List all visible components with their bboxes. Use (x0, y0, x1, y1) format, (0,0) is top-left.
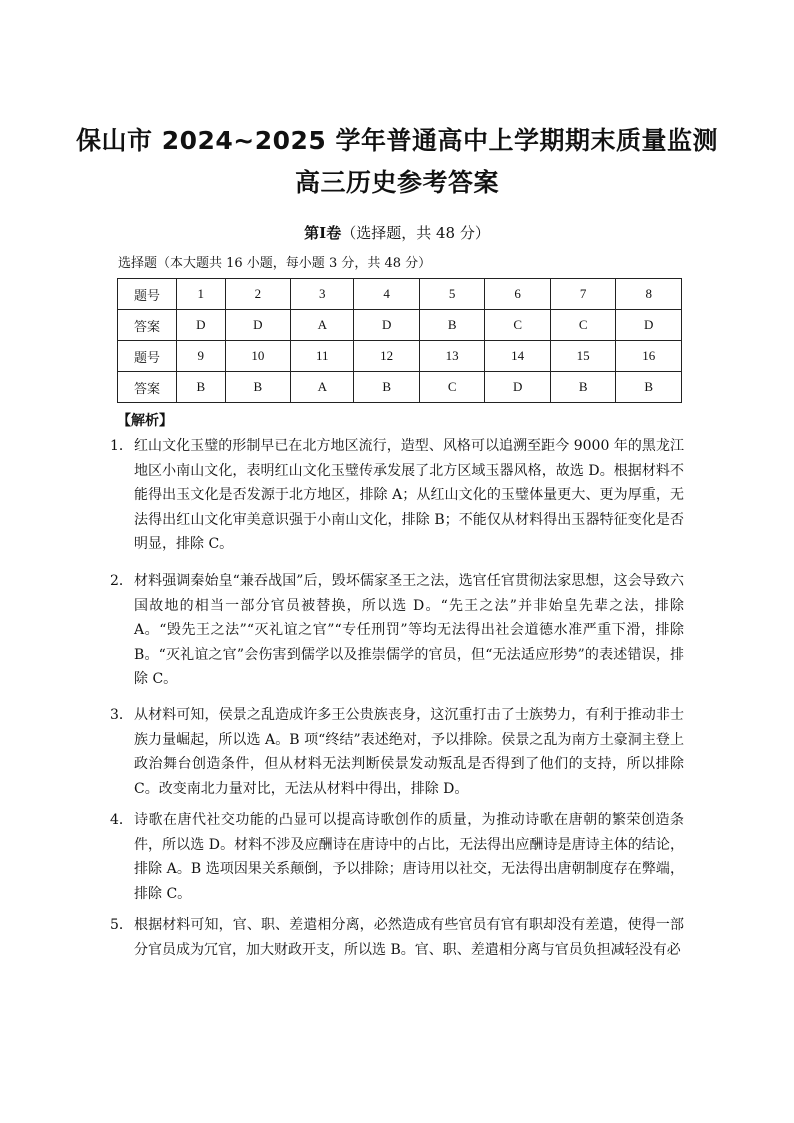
section-heading (0, 222, 794, 243)
item-text: 诗歌在唐代社交功能的凸显可以提高诗歌创作的质量，为推动诗歌在唐朝的繁荣创造条件，所以选 D。材料不涉及应酬诗在唐诗中的占比，无法得出应酬诗是唐诗主体的结论，排除 A。B 选项因果关系颠倒，予以排除；唐诗用以社交，无法得出唐朝制度存在弊端，排除 C。 (134, 812, 684, 902)
question-number: 1 (177, 279, 226, 310)
answer-cell: D (177, 310, 226, 341)
table-row-label: 题号 (118, 279, 177, 310)
answer-cell: A (291, 310, 354, 341)
item-number: 1． (110, 438, 133, 454)
analysis-item (110, 913, 684, 962)
table-row (118, 341, 682, 372)
table-caption: 选择题（本大题共 16 小题，每小题 3 分，共 48 分） (118, 256, 432, 271)
question-number: 2 (225, 279, 291, 310)
question-number: 12 (354, 341, 420, 372)
table-row (118, 279, 682, 310)
question-number: 7 (550, 279, 616, 310)
item-text: 根据材料可知，官、职、差遣相分离，必然造成有些官员有官有职却没有差遣，使得一部分官员成为冗官，加大财政开支，所以选 B。官、职、差遣相分离与官员负担减轻没有必 (134, 917, 684, 958)
question-number: 8 (616, 279, 682, 310)
answer-cell: D (485, 372, 551, 403)
item-number: 3． (110, 707, 133, 723)
answer-cell: C (550, 310, 616, 341)
answer-cell: C (485, 310, 551, 341)
analysis-item (110, 703, 684, 801)
question-number: 14 (485, 341, 551, 372)
answer-cell: B (616, 372, 682, 403)
question-number: 15 (550, 341, 616, 372)
question-number: 4 (354, 279, 420, 310)
answer-cell: B (354, 372, 420, 403)
section-heading-label: 第Ⅰ卷 (304, 224, 342, 242)
section-heading-note: （选择题，共 48 分） (341, 224, 490, 242)
question-number: 9 (177, 341, 226, 372)
item-number: 2． (110, 573, 133, 589)
item-text: 红山文化玉璧的形制早已在北方地区流行，造型、风格可以追溯至距今 9000 年的黑龙江地区小南山文化，表明红山文化玉璧传承发展了北方区域玉器风格，故选 D。根据材料不能得出玉文化是否发源于北方地区，排除 A；从红山文化的玉璧体量更大、更为厚重，无法得出红山文化审美意识强于小南山文化，排除 B；不能仅从材料得出玉器特征变化是否明显，排除 C。 (134, 438, 684, 552)
question-number: 16 (616, 341, 682, 372)
answer-cell: D (225, 310, 291, 341)
answer-cell: A (291, 372, 354, 403)
table-row-label: 答案 (118, 372, 177, 403)
item-text: 材料强调秦始皇“兼吞战国”后，毁坏儒家圣王之法，选官任官贯彻法家思想，这会导致六国故地的相当一部分官员被替换，所以选 D。“先王之法”并非始皇先辈之法，排除 A。“毁先王之法”“灭礼谊之官”“专任刑罚”等均无法得出社会道德水准严重下滑，排除 B。“灭礼谊之官”会伤害到儒学以及推崇儒学的官员，但“无法适应形势”的表述错误，排除 C。 (134, 573, 684, 687)
document-subtitle: 高三历史参考答案 (294, 168, 499, 197)
analysis-item (110, 434, 684, 557)
answer-cell: C (419, 372, 485, 403)
item-number: 4． (110, 812, 133, 828)
question-number: 5 (419, 279, 485, 310)
question-number: 11 (291, 341, 354, 372)
analysis-heading: 【解析】 (117, 413, 173, 429)
answer-table (117, 278, 682, 403)
analysis-item (110, 569, 684, 692)
question-number: 13 (419, 341, 485, 372)
answer-cell: D (354, 310, 420, 341)
question-number: 10 (225, 341, 291, 372)
item-text: 从材料可知，侯景之乱造成许多王公贵族丧身，这沉重打击了士族势力，有利于推动非士族力量崛起，所以选 A。B 项“终结”表述绝对，予以排除。侯景之乱为南方土豪洞主登上政治舞台创造条件，但从材料无法判断侯景发动叛乱是否得到了他们的支持，所以排除 C。改变南北力量对比，无法从材料中得出，排除 D。 (134, 707, 684, 797)
table-row-label: 题号 (118, 341, 177, 372)
answer-cell: B (419, 310, 485, 341)
table-row-label: 答案 (118, 310, 177, 341)
document-title: 保山市 2024~2025 学年普通高中上学期期末质量监测 (75, 126, 719, 155)
item-number: 5． (110, 917, 133, 933)
question-number: 3 (291, 279, 354, 310)
table-row (118, 310, 682, 341)
answer-cell: B (550, 372, 616, 403)
answer-cell: B (177, 372, 226, 403)
answer-cell: B (225, 372, 291, 403)
table-row (118, 372, 682, 403)
answer-cell: D (616, 310, 682, 341)
question-number: 6 (485, 279, 551, 310)
analysis-item (110, 808, 684, 906)
